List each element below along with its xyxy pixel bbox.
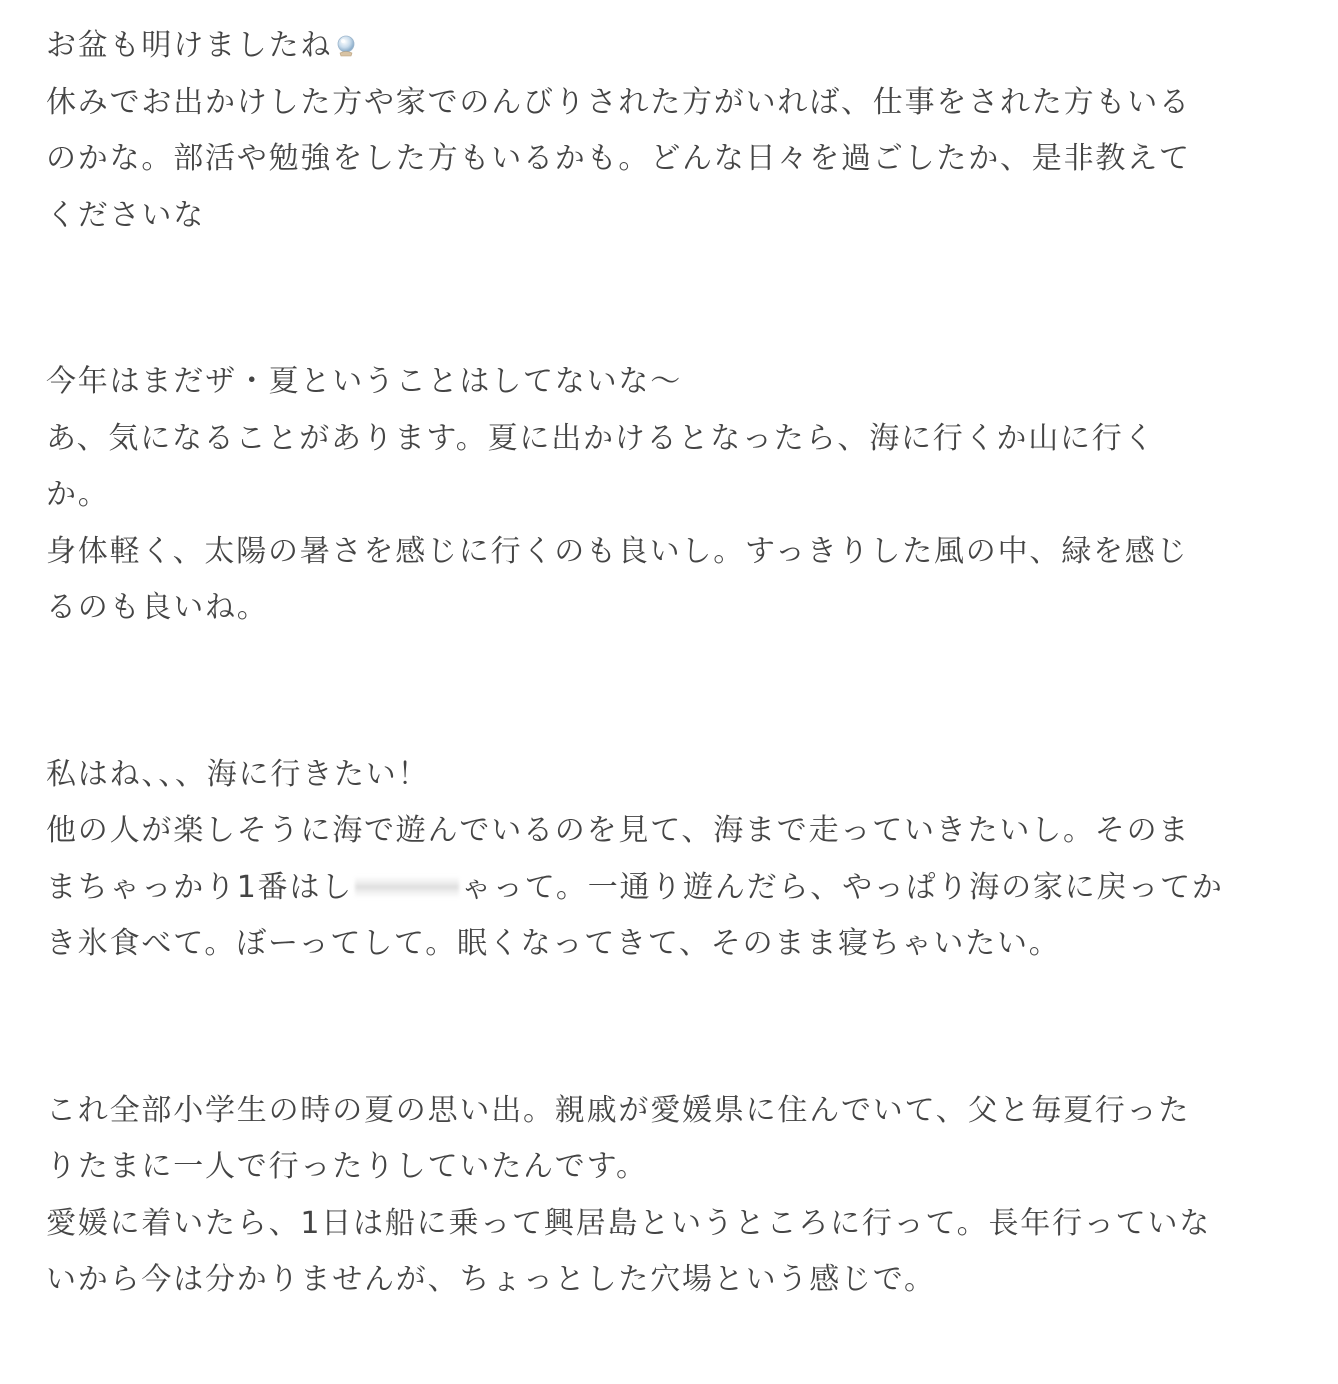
paragraph-summer (46, 354, 1286, 637)
text-line: りたまに一人で行ったりしていたんです。 (46, 1149, 648, 1184)
crystal-ball-icon (334, 21, 358, 45)
paragraph-spacer (46, 973, 1286, 1083)
text-line: これ全部小学生の時の夏の思い出。親戚が愛媛県に住んでいて、父と毎夏行った (46, 1092, 1191, 1128)
text-segment: ゃって。一通り遊んだら、やっぱり海の家に戻ってか (461, 869, 1224, 905)
text-line: 私はね、、、海に行きたい！ (46, 756, 430, 792)
text-segment: お盆も明けましたね (46, 28, 333, 63)
text-line: くださいな (46, 197, 205, 233)
text-line: 身体軽く、太陽の暑さを感じに行くのも良いし。すっきりした風の中、緑を感じ (46, 533, 1189, 569)
article-body (46, 18, 1286, 1309)
paragraph-obon (46, 18, 1286, 244)
blurred-text (355, 876, 459, 898)
text-line: か。 (46, 477, 110, 512)
paragraph-spacer (46, 637, 1286, 747)
paragraph-memories (46, 1083, 1286, 1309)
text-line (46, 860, 1286, 917)
text-segment: まちゃっかり1番はし (46, 869, 354, 905)
text-line (46, 18, 1286, 75)
text-line: 今年はまだザ・夏ということはしてないな〜 (46, 364, 682, 399)
text-line: 休みでお出かけした方や家でのんびりされた方がいれば、仕事をされた方もいる (46, 84, 1191, 120)
text-line: 他の人が楽しそうに海で遊んでいるのを見て、海まで走っていきたいし。そのま (46, 813, 1191, 848)
text-line: き氷食べて。ぼーってして。眠くなってきて、そのまま寝ちゃいたい。 (46, 926, 1061, 961)
text-line: のかな。部活や勉強をした方もいるかも。どんな日々を過ごしたか、是非教えて (46, 141, 1191, 176)
text-line: いから今は分かりませんが、ちょっとした穴場という感じで。 (46, 1262, 936, 1297)
text-line: あ、気になることがあります。夏に出かけるとなったら、海に行くか山に行く (46, 420, 1156, 456)
text-line: るのも良いね。 (46, 590, 269, 625)
text-line: 愛媛に着いたら、1日は船に乗って興居島というところに行って。長年行っていな (46, 1205, 1212, 1241)
paragraph-sea (46, 747, 1286, 973)
paragraph-spacer (46, 244, 1286, 354)
